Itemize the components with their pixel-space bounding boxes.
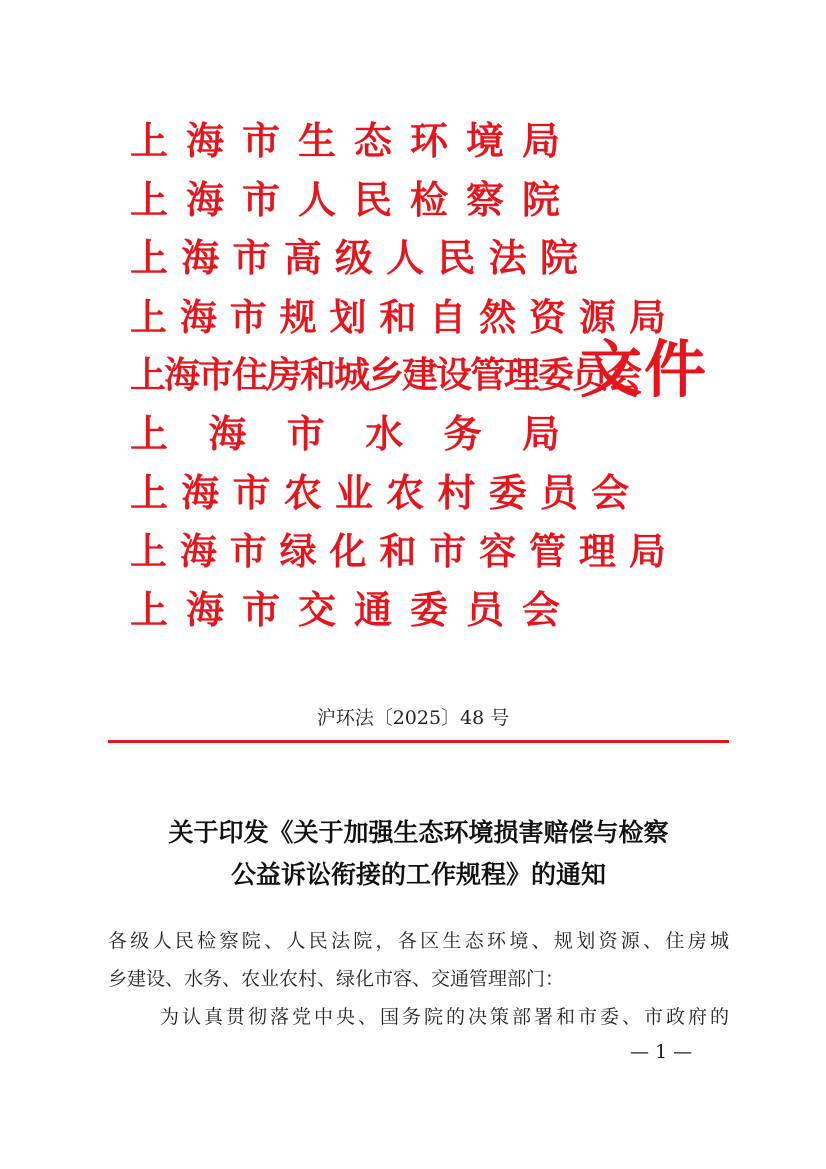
issuer-line: 上 海 市 绿 化 和 市 容 管 理 局: [130, 529, 666, 574]
issuer-line: 上 海 市 规 划 和 自 然 资 源 局: [130, 294, 666, 339]
issuer-line: 上 海 市 水 务 局: [130, 410, 560, 456]
title-line-1: 关于印发《关于加强生态环境损害赔偿与检察: [168, 818, 669, 847]
addressee-line-2: 乡建设、水务、农业农村、绿化市容、交通管理部门：: [108, 968, 565, 990]
issuer-line: 上 海 市 生 态 环 境 局: [130, 118, 560, 163]
document-type-label: 文件: [580, 333, 709, 406]
document-title: [108, 812, 729, 896]
page-number: — 1 —: [630, 1041, 693, 1063]
issuer-line: 上 海 市 农 业 农 村 委 员 会: [130, 469, 630, 515]
issuer-line: 上 海 市 交 通 委 员 会: [130, 586, 560, 632]
red-divider-line: [108, 740, 729, 743]
body-paragraph: 为认真贯彻落党中央、国务院的决策部署和市委、市政府的: [160, 1006, 729, 1028]
document-number: 沪环法〔2025〕48 号: [316, 707, 510, 729]
title-line-2: 公益诉讼衔接的工作规程》的通知: [230, 860, 606, 889]
issuer-line: 上 海 市 高 级 人 民 法 院: [130, 235, 578, 281]
document-body: [108, 922, 729, 1036]
issuer-line: 上 海 市 人 民 检 察 院: [130, 176, 560, 222]
addressee-line-1: 各级人民检察院、人民法院，各区生态环境、规划资源、住房城: [108, 930, 729, 952]
issuer-line: 上海市住房和城乡建设管理委员会: [130, 354, 641, 397]
